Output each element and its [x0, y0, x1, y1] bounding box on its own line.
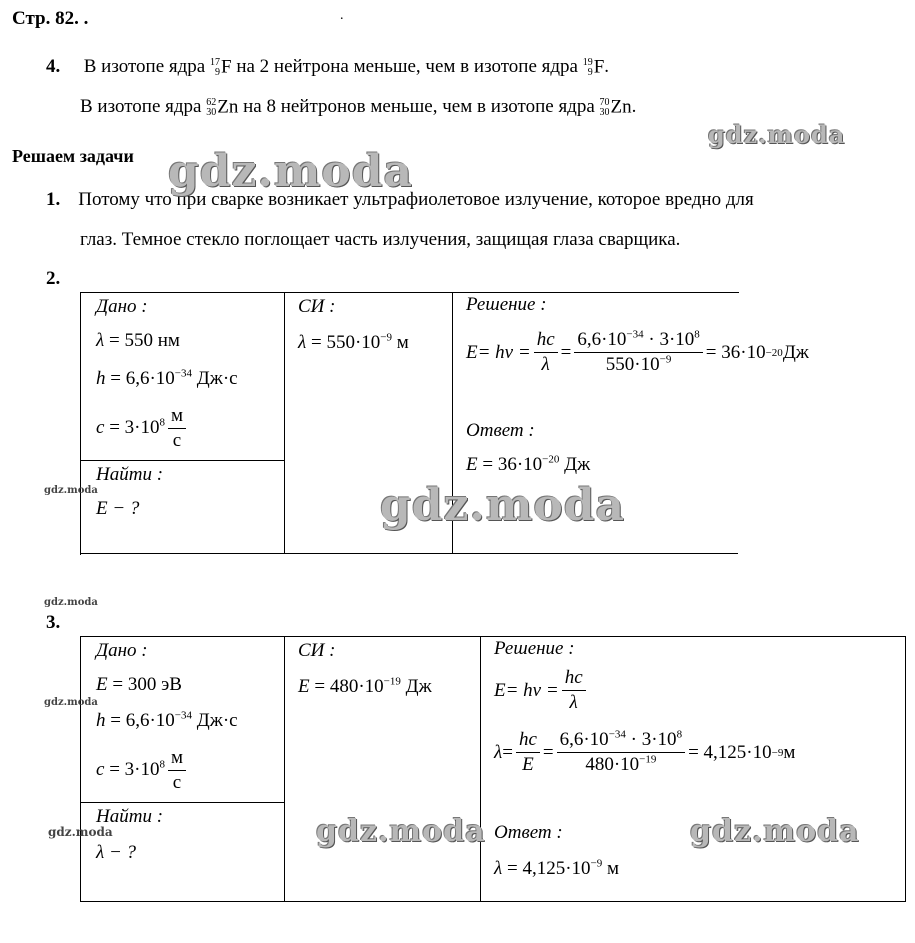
task4-line1: 4. В изотопе ядра 17 9 F на 2 нейтрона меньше, чем в изотопе ядра 19 9 F. [46, 56, 610, 78]
watermark-small: gdz.moda [48, 825, 113, 839]
section-title: Решаем задачи [12, 146, 134, 166]
task2-find-label: Найти : [96, 464, 164, 485]
task3-solution-line2: λ = $\frac{hc}{E}$ = $\frac{6,6\cdot 10^{-34} \cdot 3\cdot 10^8}{480\cdot 10^{-19}}$ = 4,125·10 −9 м [494, 728, 796, 775]
task2-given-label: Дано : [96, 296, 148, 317]
watermark-small: gdz.moda [44, 697, 98, 708]
task3-solution-label: Решение : [494, 638, 575, 659]
task2-given-lambda: λ = 550 нм [96, 330, 180, 351]
task1-line1: Потому что при сварке возникает ультрафиолетовое излучение, которое вредно для [78, 189, 754, 210]
task1-number: 1. [46, 189, 61, 210]
task3-solution-line1: E = hν = $\frac{hc}{\lambda}$ [494, 666, 589, 715]
task2-answer: $E = 36\cdot 10^{-20}$ Дж [466, 453, 591, 475]
task3-given-label: Дано : [96, 640, 148, 661]
task3-number: 3. [46, 612, 61, 633]
watermark-small: gdz.moda [44, 485, 98, 496]
watermark-large: gdz.moda [380, 480, 626, 531]
task2-answer-label: Ответ : [466, 420, 535, 441]
task3-si: $E = 480\cdot 10^{-19}$ Дж [298, 675, 432, 697]
task3-answer-label: Ответ : [494, 822, 563, 843]
task4-line2-mid: на 8 нейтронов меньше, чем в изотопе ядра [243, 96, 595, 117]
task2-given-c: $c = 3\cdot 10^8$ $\frac{м}{с}$ [96, 404, 189, 453]
watermark-large: gdz.moda [168, 146, 414, 197]
task1-line2: глаз. Темное стекло поглощает часть излучения, защищая глаза сварщика. [80, 229, 681, 250]
task4-line1-mid: на 2 нейтрона меньше, чем в изотопе ядра [236, 56, 578, 77]
task3-given-e: E = 300 эВ [96, 674, 182, 695]
task3-given-c: $c = 3\cdot 10^8$ $\frac{м}{с}$ [96, 746, 189, 795]
task4-line2-pre: В изотопе ядра [80, 96, 202, 117]
task2-number: 2. [46, 268, 61, 289]
watermark-medium: gdz.moda [708, 120, 846, 149]
task2-si: $\lambda = 550\cdot 10^{-9}$ м [298, 331, 409, 353]
task3-si-label: СИ : [298, 640, 336, 661]
task3-given-h: $h = 6,6\cdot 10^{-34}$ Дж·с [96, 709, 238, 731]
task4-number: 4. [46, 56, 61, 77]
task3-find: λ − ? [96, 842, 137, 863]
isotope-zn70: 70 30 Zn [599, 96, 632, 118]
task2-solution-formula: E = hν = $\frac{hc}{\lambda}$ = $\frac{6,6\cdot 10^{-34} \cdot 3\cdot 10^8}{550\cdot 10^{-9}}$ = 36·10 −20 Дж [466, 328, 809, 375]
task4-line1-pre: В изотопе ядра [83, 56, 206, 77]
header-dot: . [340, 8, 344, 23]
task4-line2: В изотопе ядра 62 30 Zn на 8 нейтронов меньше, чем в изотопе ядра 70 30 Zn. [80, 96, 637, 118]
task2-si-label: СИ : [298, 296, 336, 317]
task3-answer: $\lambda = 4,125\cdot 10^{-9}$ м [494, 857, 620, 879]
watermark-small: gdz.moda [44, 597, 98, 608]
isotope-f17: 17 9 F [209, 56, 232, 78]
watermark-medium: gdz.moda [316, 814, 486, 849]
task2-solution-label: Решение : [466, 294, 547, 315]
isotope-f19: 19 9 F [582, 56, 605, 78]
task2-given-h: $h = 6,6\cdot 10^{-34}$ Дж·с [96, 367, 238, 389]
page-header: Стр. 82. . [12, 8, 89, 29]
task3-find-label: Найти : [96, 806, 164, 827]
watermark-medium: gdz.moda [690, 814, 860, 849]
isotope-zn62: 62 30 Zn [206, 96, 239, 118]
task2-find: E − ? [96, 498, 140, 519]
